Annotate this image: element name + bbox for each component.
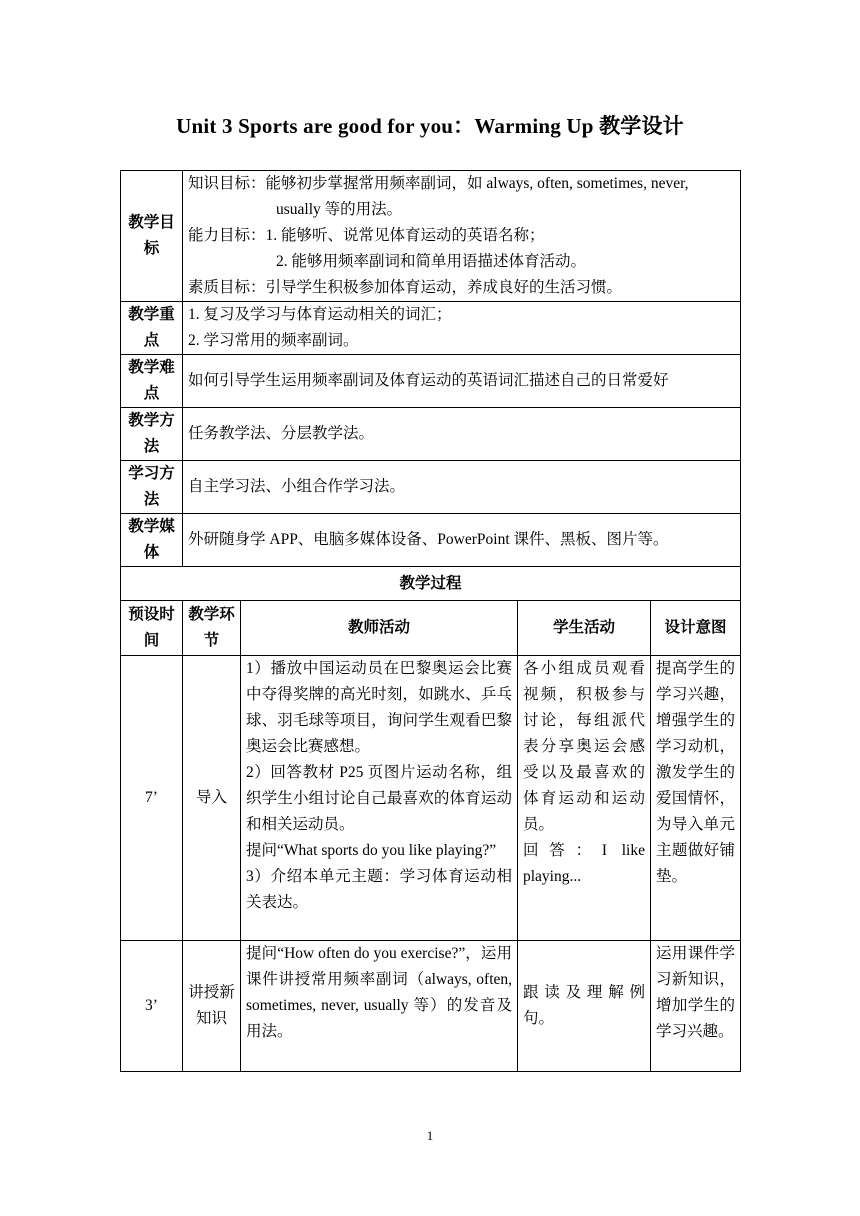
difficulties-row <box>121 355 741 408</box>
process-heading: 教学过程 <box>121 567 741 601</box>
process-header-row <box>121 601 741 656</box>
row1-teacher-question: 提问“What sports do you like playing?” <box>246 842 497 859</box>
col-header-student: 学生活动 <box>518 601 651 656</box>
difficulties-content: 如何引导学生运用频率副词及体育运动的英语词汇描述自己的日常爱好 <box>183 355 741 408</box>
goals-label: 教学目标 <box>121 171 183 302</box>
key-points-label: 教学重点 <box>121 302 183 355</box>
col-header-intent: 设计意图 <box>651 601 741 656</box>
row1-teacher-step-2: 2）回答教材 P25 页图片运动名称，组织学生小组讨论自己最喜欢的体育运动和相关运动员。 <box>246 764 512 833</box>
teaching-method-content: 任务教学法、分层教学法。 <box>183 408 741 461</box>
goals-row <box>121 171 741 302</box>
process-heading-row <box>121 567 741 601</box>
row1-design-intent: 提高学生的学习兴趣，增强学生的学习动机，激发学生的爱国情怀，为导入单元主题做好铺垫。 <box>651 656 741 941</box>
process-row <box>121 941 741 1072</box>
key-points-content <box>183 302 741 355</box>
teaching-method-label: 教学方法 <box>121 408 183 461</box>
row2-stage: 讲授新知识 <box>183 941 241 1072</box>
row1-student-activity <box>518 656 651 941</box>
difficulties-label: 教学难点 <box>121 355 183 408</box>
row2-time: 3’ <box>121 941 183 1072</box>
media-content: 外研随身学 APP、电脑多媒体设备、PowerPoint 课件、黑板、图片等。 <box>183 514 741 567</box>
process-row <box>121 656 741 941</box>
key-point-2: 2. 学习常用的频率副词。 <box>188 332 359 349</box>
key-points-row <box>121 302 741 355</box>
goal-ability-1: 能力目标：1. 能够听、说常见体育运动的英语名称； <box>188 227 545 244</box>
goal-knowledge: 知识目标：能够初步掌握常用频率副词，如 always, often, sometimes, never, <box>188 175 689 192</box>
row1-student-text-2: 回答：I like playing... <box>523 842 645 885</box>
media-row <box>121 514 741 567</box>
row1-teacher-activity <box>241 656 518 941</box>
col-header-stage: 教学环节 <box>183 601 241 656</box>
row2-student-activity: 跟读及理解例句。 <box>518 941 651 1072</box>
row1-teacher-step-1: 1）播放中国运动员在巴黎奥运会比赛中夺得奖牌的高光时刻，如跳水、乒乓球、羽毛球等项目，询问学生观看巴黎奥运会比赛感想。 <box>246 660 512 755</box>
goal-knowledge-cont: usually 等的用法。 <box>276 201 403 218</box>
row2-design-intent: 运用课件学习新知识，增加学生的学习兴趣。 <box>651 941 741 1072</box>
goal-quality: 素质目标：引导学生积极参加体育运动，养成良好的生活习惯。 <box>188 279 623 296</box>
learning-method-row <box>121 461 741 514</box>
document-title: Unit 3 Sports are good for you：Warming Up 教学设计 <box>176 114 684 138</box>
lesson-plan-table <box>120 170 741 1072</box>
key-point-1: 1. 复习及学习与体育运动相关的词汇； <box>188 306 452 323</box>
col-header-teacher: 教师活动 <box>241 601 518 656</box>
page-number: 1 <box>426 1128 434 1143</box>
row2-teacher-activity: 提问“How often do you exercise?”，运用课件讲授常用频率副词（always, often, sometimes, never, usually 等）的发音及用法。 <box>241 941 518 1072</box>
learning-method-content: 自主学习法、小组合作学习法。 <box>183 461 741 514</box>
goal-ability-2: 2. 能够用频率副词和简单用语描述体育活动。 <box>276 253 587 270</box>
row1-student-text-1: 各小组成员观看视频，积极参与讨论，每组派代表分享奥运会感受以及最喜欢的体育运动和运动员。 <box>523 660 645 833</box>
learning-method-label: 学习方法 <box>121 461 183 514</box>
goals-content <box>183 171 741 302</box>
row1-stage: 导入 <box>183 656 241 941</box>
col-header-time: 预设时间 <box>121 601 183 656</box>
media-label: 教学媒体 <box>121 514 183 567</box>
row1-time: 7’ <box>121 656 183 941</box>
teaching-method-row <box>121 408 741 461</box>
row1-teacher-step-3: 3）介绍本单元主题：学习体育运动相关表达。 <box>246 868 512 911</box>
